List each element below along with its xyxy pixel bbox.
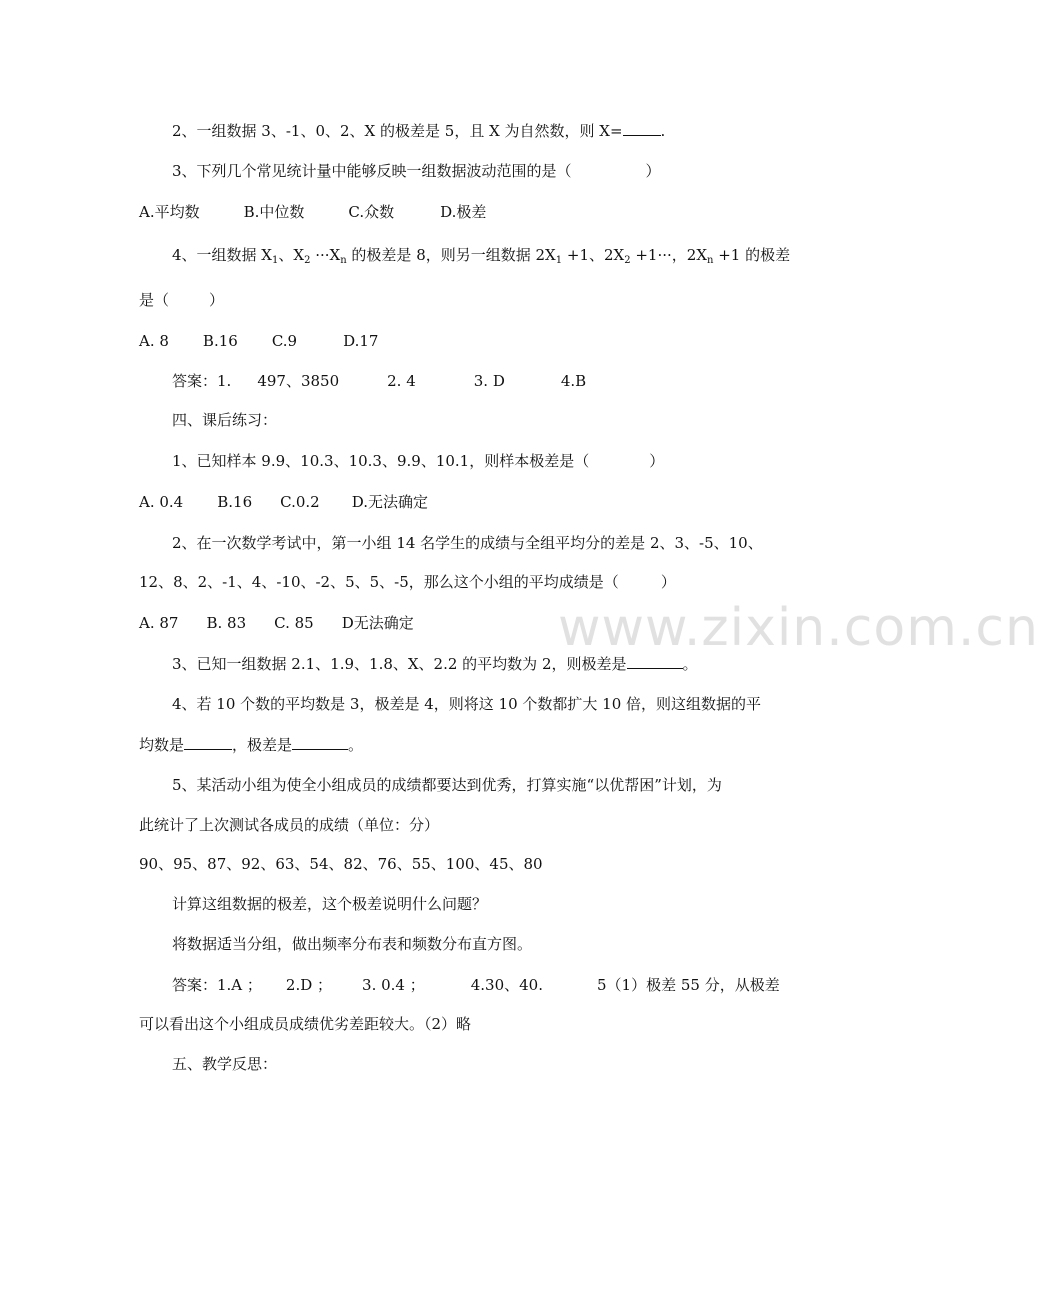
- review-question-4-options: [139, 330, 378, 352]
- answer-blank: [184, 735, 232, 750]
- practice-question-5: 5、某活动小组为使全小组成员的成绩都要达到优秀，打算实施“以优帮困”计划，为: [172, 776, 722, 794]
- watermark: www.zixin.com.cn: [558, 598, 1039, 658]
- answer-blank: [292, 735, 348, 750]
- option-c: C. 85: [274, 614, 314, 632]
- practice-question-1-options: [139, 491, 428, 513]
- review-answers: 答案：1. 497、3850 2. 4 3. D 4.B: [172, 372, 587, 390]
- option-c: C.0.2: [280, 493, 320, 511]
- option-a: A. 0.4: [139, 493, 184, 511]
- option-c: C.众数: [348, 203, 395, 221]
- practice-answers-continued: 可以看出这个小组成员成绩优劣差距较大。（2）略: [139, 1015, 472, 1033]
- practice-question-3: 3、已知一组数据 2.1、1.9、1.8、X、2.2 的平均数为 2，则极差是 。: [172, 655, 698, 673]
- option-d: D.无法确定: [351, 493, 428, 511]
- practice-question-1: 1、已知样本 9.9、10.3、10.3、9.9、10.1，则样本极差是（ ）: [172, 452, 665, 470]
- option-d: D.17: [343, 332, 379, 350]
- practice-question-2-continued: 12、8、2、-1、4、-10、-2、5、5、-5，那么这个小组的平均成绩是（ ）: [139, 573, 676, 591]
- option-a: A.平均数: [139, 203, 200, 221]
- review-question-3-options: [139, 201, 486, 223]
- practice-question-2: 2、在一次数学考试中，第一小组 14 名学生的成绩与全组平均分的差是 2、3、-5、10、: [172, 534, 763, 552]
- practice-question-5-task-2: 将数据适当分组，做出频率分布表和频数分布直方图。: [172, 935, 533, 953]
- option-b: B. 83: [206, 614, 247, 632]
- option-c: C.9: [271, 332, 298, 350]
- practice-question-5-task-1: 计算这组数据的极差，这个极差说明什么问题？: [172, 895, 488, 913]
- practice-question-4-continued: 均数是 ，极差是 。: [139, 736, 364, 754]
- review-question-4: 4、一组数据 $X_1$、$X_2 \cdot\cdot\cdot X_n$ 的极差是 8，则另一组数据 $2X_1 +1$、$2X_2 +1\cdot\cdot\cdot$，$2X_n +1$ 的极差: [172, 246, 791, 266]
- option-d: D无法确定: [341, 614, 414, 632]
- option-b: B.中位数: [243, 203, 305, 221]
- option-a: A. 8: [139, 332, 169, 350]
- practice-answers: 答案：1.A ； 2.D ； 3. 0.4 ； 4.30、40. 5（1）极差 55 分，从极差: [172, 976, 780, 994]
- practice-question-4: 4、若 10 个数的平均数是 3，极差是 4，则将这 10 个数都扩大 10 倍，则这组数据的平: [172, 695, 762, 713]
- section-5-heading: 五、教学反思：: [172, 1055, 278, 1073]
- option-b: B.16: [202, 332, 238, 350]
- practice-question-5-continued: 此统计了上次测试各成员的成绩（单位：分）: [139, 816, 440, 834]
- review-question-2: 2、一组数据 3、-1、0、2、X 的极差是 5，且 X 为自然数，则 X= .: [172, 122, 666, 140]
- option-d: D.极差: [440, 203, 487, 221]
- practice-question-2-options: [139, 612, 414, 634]
- option-b: B.16: [217, 493, 253, 511]
- section-4-heading: 四、课后练习：: [172, 411, 278, 429]
- review-question-3: 3、下列几个常见统计量中能够反映一组数据波动范围的是（ ）: [172, 162, 661, 180]
- review-question-4-continued: 是（ ）: [139, 291, 225, 309]
- score-data: 90、95、87、92、63、54、82、76、55、100、45、80: [139, 855, 543, 873]
- answer-blank: [623, 121, 661, 136]
- option-a: A. 87: [139, 614, 179, 632]
